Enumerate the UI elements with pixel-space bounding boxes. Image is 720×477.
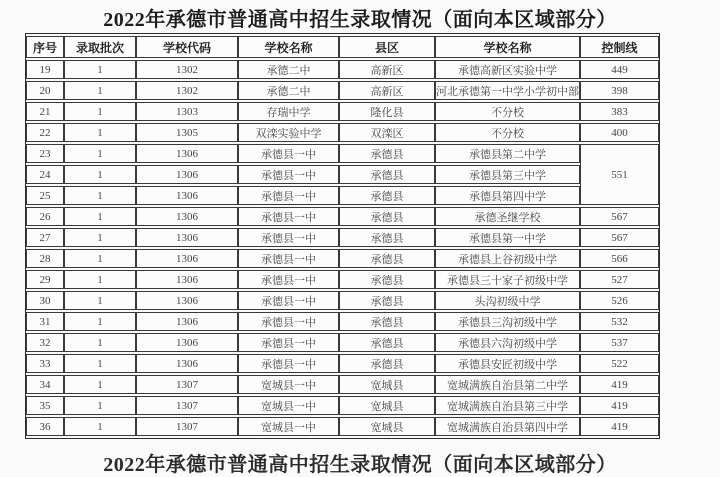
cell-feeder: 承德县安匠初级中学 xyxy=(435,354,580,373)
cell-control-line: 419 xyxy=(580,396,659,415)
cell-feeder: 承德县第二中学 xyxy=(435,144,580,163)
table-row xyxy=(26,60,659,79)
cell-control-line: 567 xyxy=(580,207,659,226)
cell-feeder: 承德县六沟初级中学 xyxy=(435,333,580,352)
cell-no: 23 xyxy=(26,144,64,163)
cell-control-line: 527 xyxy=(580,270,659,289)
cell-batch: 1 xyxy=(64,186,136,205)
cell-code: 1306 xyxy=(136,312,238,331)
cell-school: 承德县一中 xyxy=(238,186,339,205)
cell-batch: 1 xyxy=(64,396,136,415)
cell-no: 22 xyxy=(26,123,64,142)
admissions-table xyxy=(25,33,660,439)
cell-code: 1307 xyxy=(136,417,238,436)
cell-code: 1306 xyxy=(136,354,238,373)
table-row xyxy=(26,396,659,415)
cell-school: 存瑞中学 xyxy=(238,102,339,121)
cell-district: 宽城县 xyxy=(339,417,435,436)
column-header: 序号 xyxy=(26,36,64,58)
table-row xyxy=(26,186,659,205)
cell-school: 承德县一中 xyxy=(238,270,339,289)
cell-control-line: 398 xyxy=(580,81,659,100)
cell-school: 承德县一中 xyxy=(238,207,339,226)
cell-district: 承德县 xyxy=(339,186,435,205)
cell-batch: 1 xyxy=(64,60,136,79)
cell-school: 承德县一中 xyxy=(238,312,339,331)
cell-feeder: 不分校 xyxy=(435,123,580,142)
cell-no: 24 xyxy=(26,165,64,184)
cell-batch: 1 xyxy=(64,354,136,373)
table-row xyxy=(26,81,659,100)
cell-feeder: 承德县上谷初级中学 xyxy=(435,249,580,268)
cell-batch: 1 xyxy=(64,123,136,142)
cell-no: 33 xyxy=(26,354,64,373)
cell-feeder: 承德高新区实验中学 xyxy=(435,60,580,79)
cell-code: 1306 xyxy=(136,207,238,226)
cell-code: 1302 xyxy=(136,60,238,79)
cell-control-line: 383 xyxy=(580,102,659,121)
cell-code: 1306 xyxy=(136,144,238,163)
table-row xyxy=(26,333,659,352)
cell-code: 1302 xyxy=(136,81,238,100)
column-header: 学校名称 xyxy=(435,36,580,58)
cell-code: 1307 xyxy=(136,396,238,415)
cell-code: 1305 xyxy=(136,123,238,142)
cell-school: 承德县一中 xyxy=(238,228,339,247)
cell-control-line: 567 xyxy=(580,228,659,247)
cell-no: 28 xyxy=(26,249,64,268)
cell-feeder: 承德县第三中学 xyxy=(435,165,580,184)
cell-control-line: 419 xyxy=(580,417,659,436)
cell-district: 承德县 xyxy=(339,165,435,184)
cell-control-line: 551 xyxy=(580,144,659,205)
cell-control-line: 532 xyxy=(580,312,659,331)
table-row xyxy=(26,228,659,247)
cell-feeder: 河北承德第一中学小学初中部 xyxy=(435,81,580,100)
cell-feeder: 宽城满族自治县第四中学 xyxy=(435,417,580,436)
cell-no: 21 xyxy=(26,102,64,121)
cell-no: 19 xyxy=(26,60,64,79)
cell-code: 1306 xyxy=(136,291,238,310)
cell-no: 25 xyxy=(26,186,64,205)
cell-code: 1306 xyxy=(136,249,238,268)
table-row xyxy=(26,102,659,121)
cell-school: 宽城县一中 xyxy=(238,396,339,415)
cell-batch: 1 xyxy=(64,333,136,352)
table-body xyxy=(26,60,659,436)
cell-school: 双滦实验中学 xyxy=(238,123,339,142)
cell-no: 29 xyxy=(26,270,64,289)
cell-feeder: 承德县第一中学 xyxy=(435,228,580,247)
table-row xyxy=(26,291,659,310)
cell-school: 承德县一中 xyxy=(238,144,339,163)
table-row xyxy=(26,354,659,373)
cell-no: 26 xyxy=(26,207,64,226)
cell-district: 承德县 xyxy=(339,333,435,352)
cell-batch: 1 xyxy=(64,102,136,121)
cell-control-line: 400 xyxy=(580,123,659,142)
cell-district: 承德县 xyxy=(339,144,435,163)
cell-district: 承德县 xyxy=(339,312,435,331)
cell-code: 1306 xyxy=(136,186,238,205)
cell-district: 高新区 xyxy=(339,60,435,79)
cell-code: 1306 xyxy=(136,270,238,289)
cell-district: 承德县 xyxy=(339,270,435,289)
table-row xyxy=(26,249,659,268)
cell-batch: 1 xyxy=(64,228,136,247)
cell-no: 31 xyxy=(26,312,64,331)
cell-code: 1303 xyxy=(136,102,238,121)
cell-district: 承德县 xyxy=(339,207,435,226)
table-row xyxy=(26,312,659,331)
column-header: 录取批次 xyxy=(64,36,136,58)
cell-batch: 1 xyxy=(64,417,136,436)
cell-code: 1306 xyxy=(136,333,238,352)
header-row xyxy=(26,36,659,58)
cell-school: 承德县一中 xyxy=(238,249,339,268)
table-row xyxy=(26,123,659,142)
cell-district: 双滦区 xyxy=(339,123,435,142)
column-header: 控制线 xyxy=(580,36,659,58)
cell-school: 宽城县一中 xyxy=(238,417,339,436)
cell-feeder: 不分校 xyxy=(435,102,580,121)
cell-control-line: 449 xyxy=(580,60,659,79)
cell-no: 27 xyxy=(26,228,64,247)
cell-feeder: 宽城满族自治县第三中学 xyxy=(435,396,580,415)
column-header: 县区 xyxy=(339,36,435,58)
cell-district: 承德县 xyxy=(339,291,435,310)
cell-feeder: 承德县第四中学 xyxy=(435,186,580,205)
cell-district: 宽城县 xyxy=(339,375,435,394)
table-row xyxy=(26,417,659,436)
cell-feeder: 承德县三十家子初级中学 xyxy=(435,270,580,289)
footer-partial-title: 2022年承德市普通高中招生录取情况（面向本区域部分） xyxy=(103,454,617,476)
cell-no: 34 xyxy=(26,375,64,394)
cell-feeder: 宽城满族自治县第二中学 xyxy=(435,375,580,394)
cell-batch: 1 xyxy=(64,207,136,226)
cell-school: 承德县一中 xyxy=(238,333,339,352)
cell-feeder: 头沟初级中学 xyxy=(435,291,580,310)
cell-code: 1306 xyxy=(136,165,238,184)
cell-batch: 1 xyxy=(64,165,136,184)
cell-district: 隆化县 xyxy=(339,102,435,121)
cell-control-line: 522 xyxy=(580,354,659,373)
table-row xyxy=(26,207,659,226)
cell-school: 承德二中 xyxy=(238,60,339,79)
cell-district: 高新区 xyxy=(339,81,435,100)
cell-code: 1306 xyxy=(136,228,238,247)
cell-batch: 1 xyxy=(64,312,136,331)
cell-batch: 1 xyxy=(64,144,136,163)
cell-control-line: 526 xyxy=(580,291,659,310)
cell-no: 35 xyxy=(26,396,64,415)
table-row xyxy=(26,165,659,184)
cell-control-line: 537 xyxy=(580,333,659,352)
cell-school: 承德县一中 xyxy=(238,354,339,373)
cell-school: 承德二中 xyxy=(238,81,339,100)
cell-batch: 1 xyxy=(64,291,136,310)
cell-batch: 1 xyxy=(64,81,136,100)
cell-no: 32 xyxy=(26,333,64,352)
cell-batch: 1 xyxy=(64,270,136,289)
table-row xyxy=(26,270,659,289)
cell-code: 1307 xyxy=(136,375,238,394)
table-row xyxy=(26,375,659,394)
cell-control-line: 566 xyxy=(580,249,659,268)
cell-batch: 1 xyxy=(64,249,136,268)
cell-control-line: 419 xyxy=(580,375,659,394)
column-header: 学校代码 xyxy=(136,36,238,58)
table-row xyxy=(26,144,659,163)
cell-district: 承德县 xyxy=(339,228,435,247)
cell-school: 承德县一中 xyxy=(238,165,339,184)
cell-no: 30 xyxy=(26,291,64,310)
cell-district: 宽城县 xyxy=(339,396,435,415)
cell-batch: 1 xyxy=(64,375,136,394)
cell-school: 承德县一中 xyxy=(238,291,339,310)
cell-school: 宽城县一中 xyxy=(238,375,339,394)
cell-no: 20 xyxy=(26,81,64,100)
page-title: 2022年承德市普通高中招生录取情况（面向本区域部分） xyxy=(103,9,617,31)
cell-feeder: 承德圣继学校 xyxy=(435,207,580,226)
column-header: 学校名称 xyxy=(238,36,339,58)
cell-district: 承德县 xyxy=(339,249,435,268)
cell-district: 承德县 xyxy=(339,354,435,373)
cell-feeder: 承德县三沟初级中学 xyxy=(435,312,580,331)
cell-no: 36 xyxy=(26,417,64,436)
